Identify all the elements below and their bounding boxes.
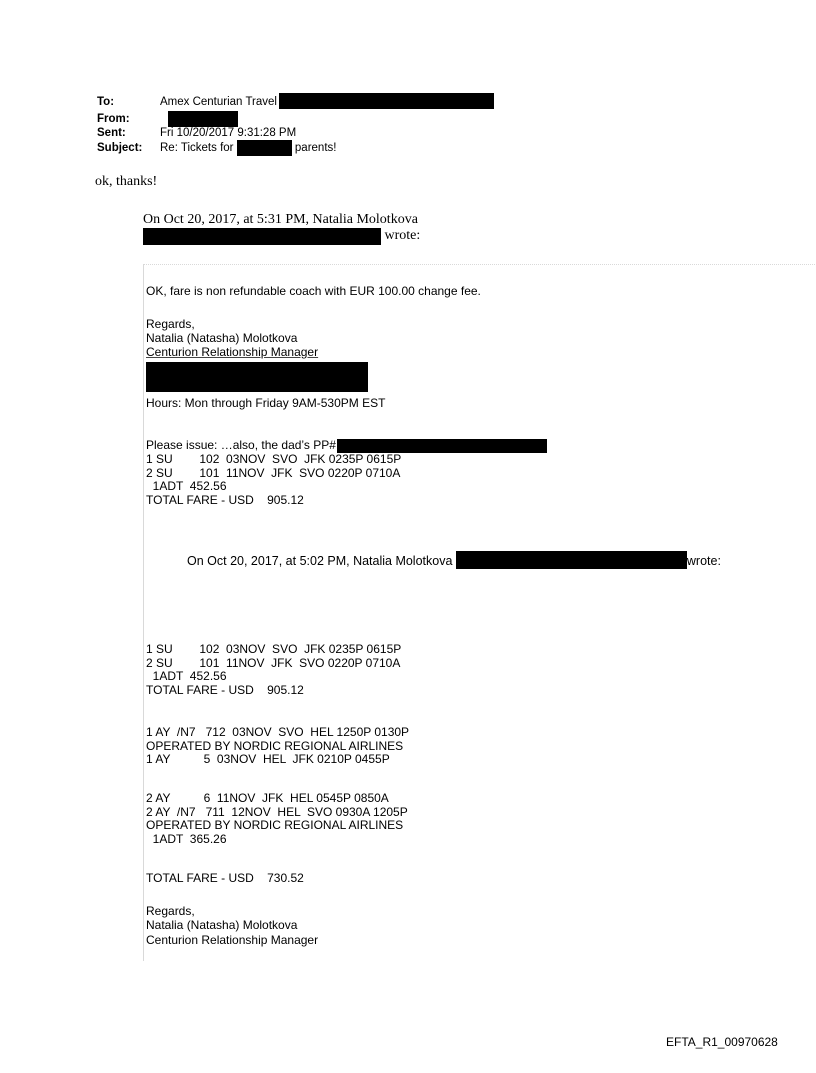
signature-name-1: Natalia (Natasha) Molotkova	[146, 331, 298, 345]
sent-label: Sent:	[97, 127, 126, 139]
itinerary-line: 2 AY 6 11NOV JFK HEL 0545P 0850A	[146, 791, 389, 805]
redaction-box	[237, 140, 292, 156]
itinerary-1	[146, 453, 401, 507]
itinerary-2-ay-return	[146, 792, 408, 846]
itinerary-line: 2 AY /N7 711 12NOV HEL SVO 0930A 1205P	[146, 804, 408, 819]
subject-label: Subject:	[97, 142, 143, 154]
itinerary-2-ay-outbound	[146, 726, 409, 767]
total-fare-ay	[146, 872, 304, 886]
fare-note: OK, fare is non refundable coach with EUR 100.00 change fee.	[146, 284, 481, 298]
itinerary-line: 1 AY 5 03NOV HEL JFK 0210P 0455P	[146, 752, 390, 767]
subject-suffix: parents!	[294, 142, 337, 154]
redaction-box	[279, 93, 494, 109]
itinerary-line: 2 SU 101 11NOV JFK SVO 0220P 0710A	[146, 655, 401, 670]
to-value	[160, 97, 494, 109]
itinerary-line: 1 SU 102 03NOV SVO JFK 0235P 0615P	[146, 452, 402, 466]
regards-2: Regards,	[146, 904, 195, 918]
issue-line	[146, 439, 547, 453]
itinerary-line: TOTAL FARE - USD 905.12	[146, 682, 304, 697]
redaction-box	[146, 362, 368, 392]
redaction-box	[168, 111, 238, 127]
quote1-intro-line2	[143, 228, 420, 245]
itinerary-line: TOTAL FARE - USD 905.12	[146, 492, 304, 507]
itinerary-line: 1ADT 365.26	[146, 831, 227, 846]
itinerary-line: 1 SU 102 03NOV SVO JFK 0235P 0615P	[146, 642, 402, 656]
itinerary-line: TOTAL FARE - USD 730.52	[146, 871, 304, 885]
hours-line: Hours: Mon through Friday 9AM-530PM EST	[146, 396, 386, 410]
itinerary-line: OPERATED BY NORDIC REGIONAL AIRLINES	[146, 818, 404, 833]
quote1-intro: On Oct 20, 2017, at 5:31 PM, Natalia Molotkova	[143, 212, 418, 227]
subject-value	[160, 143, 336, 156]
subject-prefix: Re: Tickets for	[160, 142, 234, 154]
from-label: From:	[97, 113, 130, 125]
to-label: To:	[97, 96, 115, 108]
reply-text: ok, thanks!	[95, 174, 158, 189]
signature-title-2: Centurion Relationship Manager	[146, 933, 319, 947]
sent-value: Fri 10/20/2017 9:31:28 PM	[160, 127, 297, 139]
itinerary-2-su	[146, 643, 401, 697]
itinerary-line: 1ADT 452.56	[146, 669, 227, 684]
document-id: EFTA_R1_00970628	[666, 1035, 778, 1049]
itinerary-line: 2 SU 101 11NOV JFK SVO 0220P 0710A	[146, 465, 401, 480]
itinerary-line: 1ADT 452.56	[146, 479, 227, 494]
redaction-box	[337, 439, 547, 453]
signature-title-1: Centurion Relationship Manager	[146, 345, 319, 359]
signature-name-2: Natalia (Natasha) Molotkova	[146, 918, 298, 932]
to-name: Amex Centurian Travel	[160, 96, 277, 108]
quote2-intro	[187, 554, 721, 569]
redaction-box	[143, 228, 381, 245]
redaction-box	[456, 551, 687, 569]
wrote-text: wrote:	[686, 554, 721, 568]
wrote-text: wrote:	[384, 228, 421, 243]
itinerary-line: OPERATED BY NORDIC REGIONAL AIRLINES	[146, 738, 404, 753]
issue-text: Please issue: …also, the dad’s PP#	[146, 438, 336, 452]
regards-1: Regards,	[146, 317, 195, 331]
itinerary-line: 1 AY /N7 712 03NOV SVO HEL 1250P 0130P	[146, 725, 410, 739]
quote2-intro-text: On Oct 20, 2017, at 5:02 PM, Natalia Molotkova	[187, 554, 453, 568]
